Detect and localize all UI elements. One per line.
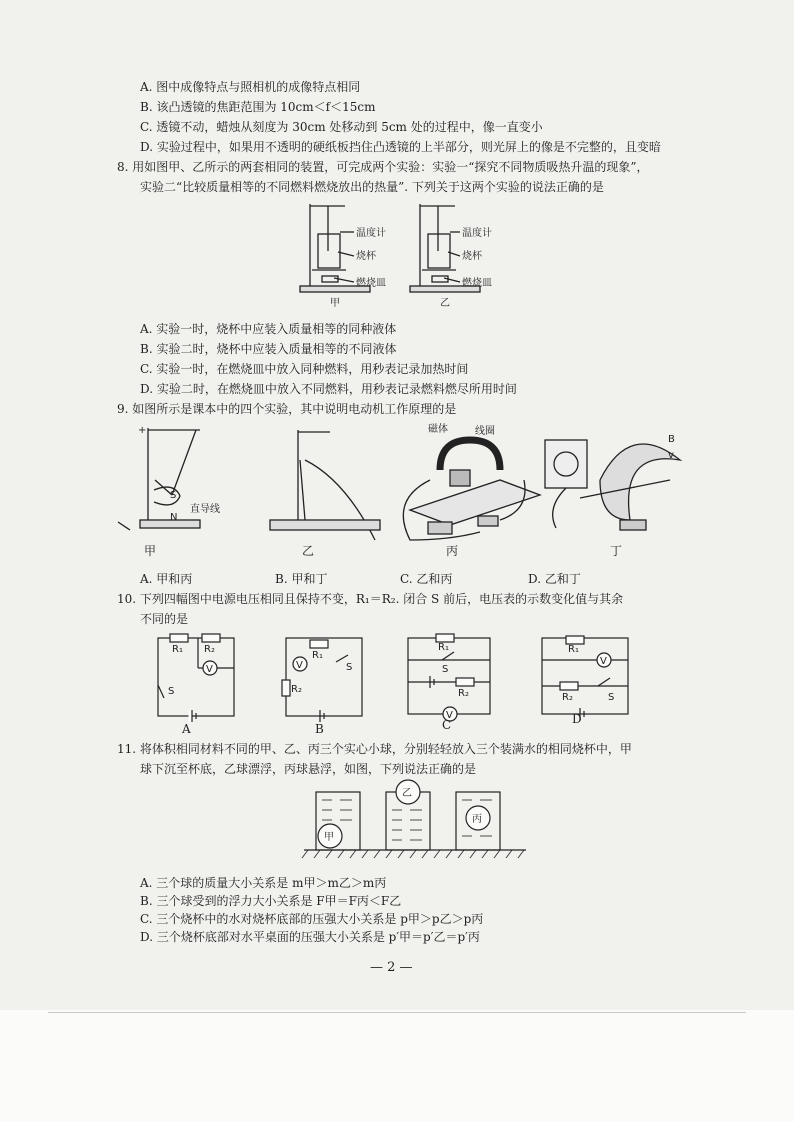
q11-stem-line1: 11. 将体积相同材料不同的甲、乙、丙三个实心小球，分别轻轻放入三个装满水的相同烧杯中，甲 [117, 742, 632, 756]
q10-a-r2-label: R₂ [204, 644, 215, 655]
q9-magnet-label: 磁体 [428, 424, 448, 435]
q10-c-r2-label: R₂ [458, 688, 469, 699]
q11-stem-line2: 球下沉至杯底，乙球漂浮，丙球悬浮，如图，下列说法正确的是 [140, 762, 477, 776]
q11-ball-jia-label: 甲 [324, 832, 334, 843]
q7-option-c: C. 透镜不动，蜡烛从刻度为 30cm 处移动到 5cm 处的过程中，像一直变小 [140, 120, 543, 134]
q9-caption-jia: 甲 [144, 544, 157, 558]
q9-plus-label: + [138, 425, 147, 436]
q9-four-experiments-figure [110, 420, 700, 560]
q9-wire-label: 直导线 [190, 504, 220, 515]
q10-stem-line2: 不同的是 [140, 612, 189, 626]
q8-thermometer-label-yi: 温度计 [462, 228, 492, 239]
q10-a-s-label: S [168, 686, 175, 697]
q9-v-label: v [668, 450, 674, 461]
q10-d-v-label: V [600, 656, 607, 667]
q8-stem-line1: 8. 用如图甲、乙所示的两套相同的装置，可完成两个实验：实验一“探究不同物质吸热升温的现象”， [117, 160, 649, 174]
q10-caption-c: C [442, 718, 452, 732]
q9-coil-label: 线圈 [475, 426, 495, 437]
q10-stem-line1: 10. 下列四幅图中电源电压相同且保持不变，R₁＝R₂. 闭合 S 前后，电压表的示数变化值与其余 [117, 592, 624, 606]
q10-circuit-diagrams [150, 630, 670, 730]
page-number: — 2 — [370, 960, 413, 975]
q10-b-s-label: S [346, 662, 353, 673]
q9-option-a: A. 甲和丙 [140, 572, 193, 586]
q7-option-d: D. 实验过程中，如果用不透明的硬纸板挡住凸透镜的上半部分，则光屏上的像是不完整的，且变暗 [140, 140, 661, 154]
q10-b-r1-label: R₁ [312, 650, 323, 661]
page-bottom-divider [48, 1012, 746, 1013]
q10-a-v-label: V [206, 664, 213, 675]
q11-beakers-figure [300, 778, 530, 868]
q8-thermometer-label-jia: 温度计 [356, 228, 386, 239]
q8-heating-apparatus-figure [290, 196, 540, 316]
q8-beaker-label-jia: 烧杯 [356, 251, 376, 262]
q9-caption-ding: 丁 [610, 544, 623, 558]
q11-ball-bing-label: 丙 [472, 814, 482, 825]
q9-b-label: B [668, 434, 675, 445]
q8-dish-label-jia: 燃烧皿 [356, 278, 386, 289]
q11-option-c: C. 三个烧杯中的水对烧杯底部的压强大小关系是 p甲＞p乙＞p丙 [140, 912, 484, 926]
q9-n-label: N [170, 512, 178, 523]
q8-caption-yi: 乙 [440, 298, 450, 309]
q9-stem: 9. 如图所示是课本中的四个实验，其中说明电动机工作原理的是 [117, 402, 457, 416]
q7-option-b: B. 该凸透镜的焦距范围为 10cm＜f＜15cm [140, 100, 376, 114]
q8-option-b: B. 实验二时，烧杯中应装入质量相等的不同液体 [140, 342, 397, 356]
q9-option-b: B. 甲和丁 [275, 572, 328, 586]
q11-ball-yi-label: 乙 [402, 788, 412, 799]
q10-c-s-label: S [442, 664, 449, 675]
q11-option-d: D. 三个烧杯底部对水平桌面的压强大小关系是 p′甲＝p′乙＝p′丙 [140, 930, 480, 944]
q10-caption-a: A [182, 722, 191, 736]
q10-b-v-label: V [296, 660, 303, 671]
q8-option-a: A. 实验一时，烧杯中应装入质量相等的同种液体 [140, 322, 397, 336]
q8-option-d: D. 实验二时，在燃烧皿中放入不同燃料，用秒表记录燃料燃尽所用时间 [140, 382, 517, 396]
q9-s-label: S [170, 490, 177, 501]
q8-beaker-label-yi: 烧杯 [462, 251, 482, 262]
q10-d-r1-label: R₁ [568, 644, 579, 655]
q10-b-r2-label: R₂ [291, 684, 302, 695]
q10-d-s-label: S [608, 692, 615, 703]
q10-caption-d: D [572, 712, 582, 726]
q9-option-c: C. 乙和丙 [400, 572, 453, 586]
q11-option-a: A. 三个球的质量大小关系是 m甲＞m乙＞m丙 [140, 876, 387, 890]
q7-option-a: A. 图中成像特点与照相机的成像特点相同 [140, 80, 361, 94]
q10-c-v-label: V [446, 710, 453, 721]
q11-option-b: B. 三个球受到的浮力大小关系是 F甲＝F丙＜F乙 [140, 894, 402, 908]
q9-option-d: D. 乙和丁 [528, 572, 581, 586]
q8-dish-label-yi: 燃烧皿 [462, 278, 492, 289]
q10-a-r1-label: R₁ [172, 644, 183, 655]
q10-c-r1-label: R₁ [438, 642, 449, 653]
q9-caption-yi: 乙 [302, 544, 315, 558]
q8-option-c: C. 实验一时，在燃烧皿中放入同种燃料，用秒表记录加热时间 [140, 362, 469, 376]
q10-caption-b: B [315, 722, 324, 736]
q8-stem-line2: 实验二“比较质量相等的不同燃料燃烧放出的热量”. 下列关于这两个实验的说法正确的是 [140, 180, 604, 194]
q9-caption-bing: 丙 [446, 544, 459, 558]
q8-caption-jia: 甲 [330, 298, 340, 309]
q10-d-r2-label: R₂ [562, 692, 573, 703]
